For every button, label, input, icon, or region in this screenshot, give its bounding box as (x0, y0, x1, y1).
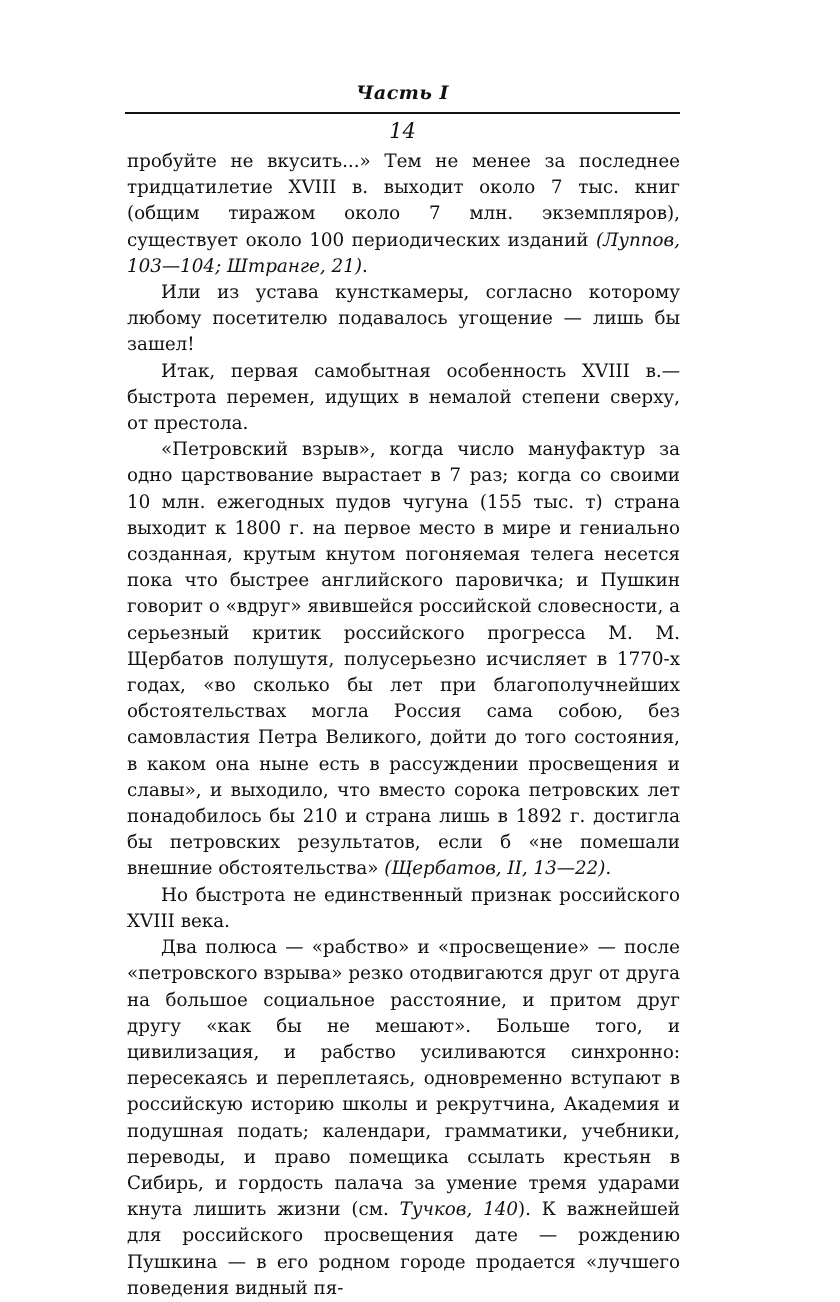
header-rule (125, 112, 680, 114)
paragraph (127, 359, 680, 438)
body-text (127, 149, 680, 1302)
paragraph (127, 883, 680, 935)
text-run: пробуйте не вкусить...» Тем не менее за последнее тридцатилетие XVIII в. выходит около 7 тыс. книг (общим тиражом около 7 млн. экземпляров), существует около 100 периодических изданий (127, 151, 680, 251)
citation-text: (Луппов, 103—104; Штранге, 21) (127, 229, 680, 277)
paragraph (127, 935, 680, 1302)
text-run: «Петровский взрыв», когда число мануфактур за одно царствование вырастает в 7 раз; когда со своими 10 млн. ежегодных пудов чугуна (155 тыс. т) страна выходит к 1800 г. на первое место в мире и гениально созданная, крутым кнутом погоняемая телега несется пока что быстрее английского паровичка; и Пушкин говорит о «вдруг» явившейся российской словесности, а серьезный критик российского прогресса М. М. Щербатов полушутя, полусерьезно исчисляет в 1770-х годах, «во сколько бы лет при благополучнейших обстоятельствах могла Россия сама собою, без самовластия Петра Великого, дойти до того состояния, в каком она ныне есть в рассуждении просвещения и славы», и выходило, что вместо сорока петровских лет понадобилось бы 210 и страна лишь в 1892 г. достигла бы петровских результатов, если б «не помешали внешние обстоятельства» (127, 439, 680, 880)
running-head: Часть I (356, 82, 449, 104)
page-number: 14 (389, 119, 416, 143)
text-run: ). К важнейшей для российского просвещения дате — рождению Пушкина — в его родном городе продается «лучшего поведения видный пя- (127, 1199, 680, 1299)
text-run: Но быстрота не единственный признак российского XVIII века. (127, 884, 680, 932)
text-run: Или из устава кунсткамеры, согласно которому любому посетителю подавалось угощение — лишь бы зашел! (127, 282, 680, 356)
text-run: Два полюса — «рабство» и «просвещение» — после «петровского взрыва» резко отодвигаются друг от друга на большое социальное расстояние, и притом друг другу «как бы не мешают». Больше того, и цивилизация, и рабство усиливаются синхронно: пересекаясь и переплетаясь, одновременно вступают в российскую историю школы и рекрутчина, Академия и подушная подать; календари, грамматики, учебники, переводы, и право помещика ссылать крестьян в Сибирь, и гордость палача за умение тремя ударами кнута лишить жизни (см. (127, 937, 680, 1221)
text-run: . (361, 255, 368, 277)
paragraph (127, 280, 680, 359)
page-header (125, 80, 680, 144)
paragraph (127, 437, 680, 882)
citation-text: (Щербатов, II, 13—22) (384, 858, 606, 880)
text-run: . (605, 858, 612, 880)
text-run: Итак, первая самобытная особенность XVIII в.— быстрота перемен, идущих в немалой степени сверху, от престола. (127, 360, 680, 435)
paragraph-continued (127, 149, 680, 280)
citation-text: Тучков, 140 (399, 1199, 518, 1221)
